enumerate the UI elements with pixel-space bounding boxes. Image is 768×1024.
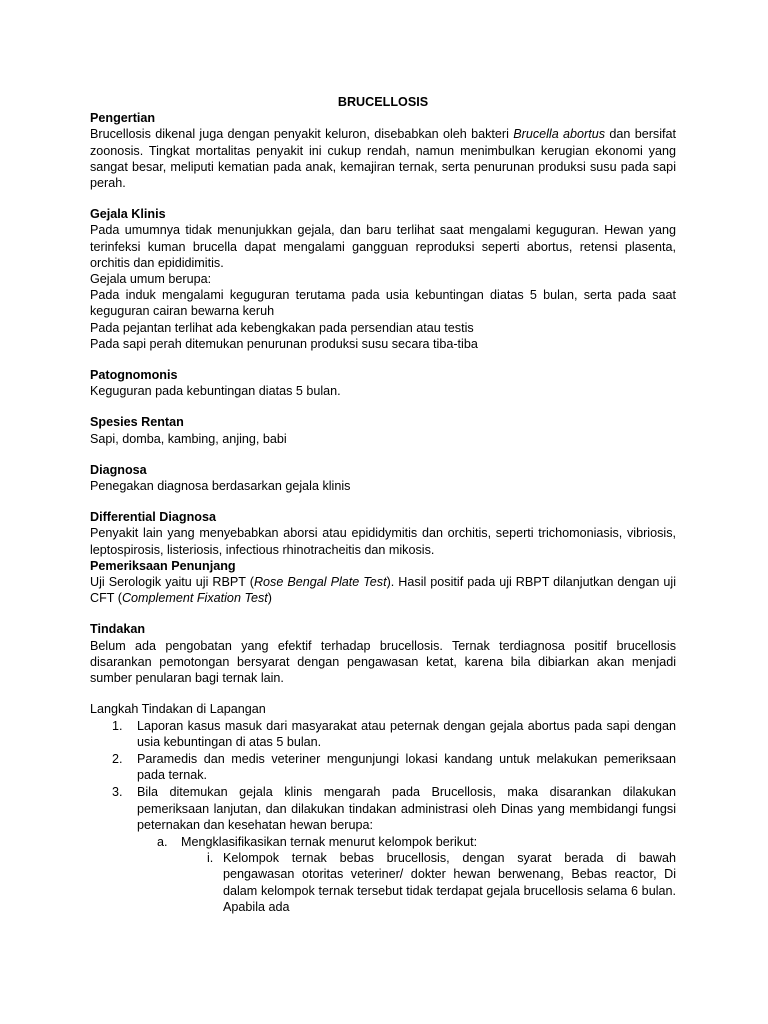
sub-item-a-marker: a. bbox=[157, 834, 168, 849]
step-text: Paramedis dan medis veteriner mengunjungi lokasi kandang untuk melakukan pemeriksaan pada ternak. bbox=[137, 751, 676, 783]
gejala-item: Pada induk mengalami keguguran terutama pada usia kebuntingan diatas 5 bulan, serta pada saat keguguran cairan bewarna keruh bbox=[90, 288, 676, 319]
subheading-gejala-umum: Gejala umum berupa: bbox=[90, 272, 212, 287]
heading-tindakan: Tindakan bbox=[90, 622, 146, 637]
pemeriksaan-italic-1: Rose Bengal Plate Test bbox=[253, 575, 387, 590]
step-text: Bila ditemukan gejala klinis mengarah pada Brucellosis, maka disarankan dilakukan pemeriksaan lanjutan, dan dilakukan tindakan administrasi oleh Dinas yang membidangi fungsi peternakan dan kesehatan hewan berupa: bbox=[137, 785, 676, 832]
heading-langkah-tindakan: Langkah Tindakan di Lapangan bbox=[90, 702, 266, 717]
heading-diagnosa: Diagnosa bbox=[90, 462, 147, 477]
pemeriksaan-text-3: ) bbox=[267, 591, 272, 606]
sub-item-i-text: Kelompok ternak bebas brucellosis, dengan syarat berada di bawah pengawasan otoritas veteriner/ dokter hewan berwenang, Bebas reactor, Di dalam kelompok ternak tersebut tidak terdapat gejala brucellosis selama 6 bulan. Apabila ada bbox=[223, 851, 676, 914]
sub-item-i-marker: i. bbox=[207, 851, 214, 866]
heading-spesies-rentan: Spesies Rentan bbox=[90, 415, 184, 430]
text-differential-diagnosa: Penyakit lain yang menyebabkan aborsi atau epididymitis dan orchitis, seperti trichomoniasis, vibriosis, leptospirosis, listeriosis, infectious rhinotracheitis dan mikosis. bbox=[90, 526, 676, 557]
step-number: 2. bbox=[112, 751, 123, 766]
pemeriksaan-italic-2: Complement Fixation Test bbox=[121, 591, 268, 606]
heading-patognomonis: Patognomonis bbox=[90, 368, 178, 383]
pengertian-text-1: Brucellosis dikenal juga dengan penyakit keluron, disebabkan oleh bakteri bbox=[90, 127, 514, 142]
gejala-item: Pada sapi perah ditemukan penurunan produksi susu secara tiba-tiba bbox=[90, 336, 478, 351]
text-patognomonis: Keguguran pada kebuntingan diatas 5 bulan. bbox=[90, 384, 341, 399]
langkah-step bbox=[90, 784, 676, 833]
pengertian-italic: Brucella abortus bbox=[513, 127, 606, 142]
text-pemeriksaan-penunjang bbox=[90, 574, 676, 606]
heading-pemeriksaan-penunjang: Pemeriksaan Penunjang bbox=[90, 558, 236, 573]
text-diagnosa: Penegakan diagnosa berdasarkan gejala klinis bbox=[90, 479, 351, 494]
paragraph-gejala-klinis: Pada umumnya tidak menunjukkan gejala, dan baru terlihat saat mengalami keguguran. Hewan yang terinfeksi kuman brucella dapat mengalami gangguan reproduksi seperti abortus, retensi plasenta, orchitis dan epididimitis. bbox=[90, 223, 676, 270]
text-tindakan: Belum ada pengobatan yang efektif terhadap brucellosis. Ternak terdiagnosa positif brucellosis disarankan pemotongan bersyarat dengan pengawasan ketat, karena bila dibiarkan akan menjadi sumber penularan bagi ternak lain. bbox=[90, 638, 676, 686]
step-number: 3. bbox=[112, 785, 123, 800]
langkah-step bbox=[90, 718, 676, 750]
langkah-step bbox=[90, 751, 676, 783]
gejala-item: Pada pejantan terlihat ada kebengkakan pada persendian atau testis bbox=[90, 320, 474, 335]
paragraph-pengertian bbox=[90, 126, 676, 191]
heading-pengertian: Pengertian bbox=[90, 111, 156, 126]
document-title: BRUCELLOSIS bbox=[337, 95, 429, 109]
step-number: 1. bbox=[112, 718, 123, 733]
pemeriksaan-text-1: Uji Serologik yaitu uji RBPT ( bbox=[90, 575, 254, 590]
heading-differential-diagnosa: Differential Diagnosa bbox=[90, 510, 216, 525]
heading-gejala-klinis: Gejala Klinis bbox=[90, 207, 166, 222]
pengertian-text-2: dan bersifat zoonosis. Tingkat mortalitas penyakit ini cukup rendah, namun menimbulkan kerugian ekonomi yang sangat besar, meliputi kematian pada anak, kemajiran ternak, serta penurunan produksi susu pada sapi perah. bbox=[90, 127, 676, 191]
pemeriksaan-text-2: ). Hasil positif pada uji RBPT dilanjutkan dengan uji CFT ( bbox=[90, 575, 676, 606]
sub-item-a bbox=[90, 834, 676, 850]
sub-item-a-text: Mengklasifikasikan ternak menurut kelompok berikut: bbox=[181, 834, 478, 849]
langkah-list bbox=[90, 718, 676, 833]
sub-item-i bbox=[90, 850, 676, 915]
step-text: Laporan kasus masuk dari masyarakat atau peternak dengan gejala abortus pada sapi dengan usia kebuntingan di atas 5 bulan. bbox=[137, 718, 676, 749]
text-spesies-rentan: Sapi, domba, kambing, anjing, babi bbox=[90, 431, 287, 446]
